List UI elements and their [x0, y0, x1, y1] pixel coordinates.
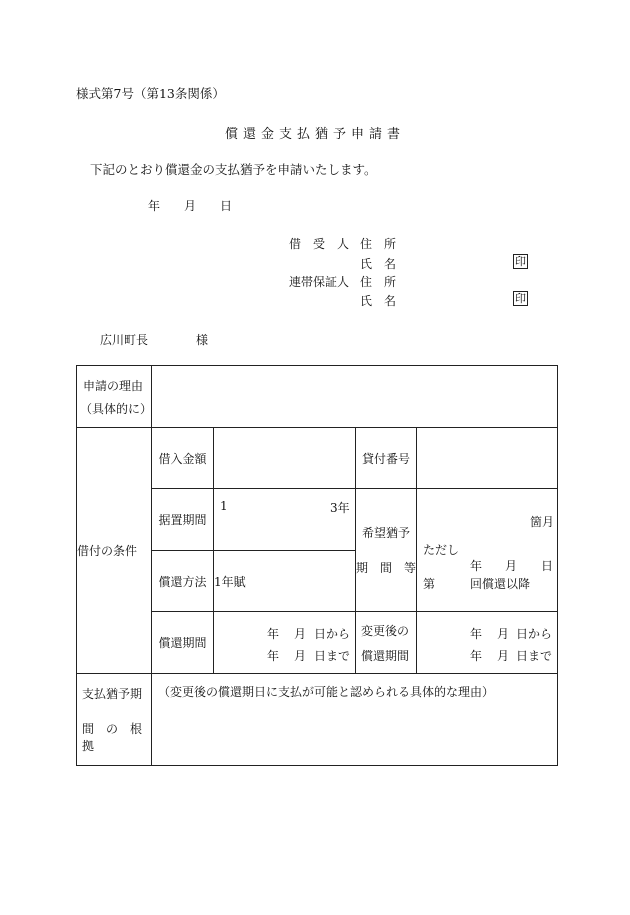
loan-amount-row [77, 428, 558, 489]
changed-until-year: 年 [470, 649, 483, 663]
grace-period-value-1: 1 [220, 499, 228, 513]
repayment-until-suffix: 日まで [314, 649, 351, 663]
repayment-from-month: 月 [294, 627, 307, 641]
reason-label-2: （具体的に） [80, 401, 153, 416]
loan-amount-input[interactable] [214, 428, 356, 489]
basis-input[interactable] [152, 674, 558, 766]
repayment-until-month: 月 [294, 649, 307, 663]
changed-period-label-2: 償還期間 [361, 648, 410, 663]
borrower-seal: 印 [515, 255, 526, 268]
changed-from-month: 月 [497, 627, 510, 641]
changed-from-year: 年 [470, 627, 483, 641]
dai-label: 第 [423, 577, 436, 591]
conditions-label: 借付の条件 [77, 428, 152, 674]
repayment-from-year: 年 [267, 627, 280, 641]
reason-input[interactable] [152, 366, 558, 428]
changed-until-month: 月 [497, 649, 510, 663]
reason-label-1: 申請の理由 [83, 378, 144, 393]
installment-after: 回償還以降 [470, 577, 531, 591]
changed-from-suffix: 日から [516, 627, 553, 641]
grace-period-value-2: 3年 [330, 501, 350, 515]
loan-amount-label: 借入金額 [152, 428, 214, 489]
desired-deferral-label-2: 期 間 等 [356, 561, 417, 575]
basis-row [77, 674, 558, 766]
date-month: 月 [184, 199, 197, 213]
reason-label-cell [77, 366, 152, 428]
repayment-method-label: 償還方法 [152, 551, 214, 612]
addressee-honorific: 様 [196, 333, 209, 347]
repayment-period-label: 償還期間 [152, 612, 214, 674]
repayment-from-suffix: 日から [314, 627, 351, 641]
repayment-period-value[interactable] [214, 612, 356, 674]
guarantor-name-label: 氏 名 [360, 294, 397, 308]
grace-period-value[interactable] [214, 489, 356, 551]
basis-label-1: 支払猶予期 [82, 687, 143, 701]
repayment-method-value[interactable]: 1年賦 [214, 551, 356, 612]
changed-period-value[interactable] [417, 612, 558, 674]
changed-period-label-1: 変更後の [361, 623, 410, 638]
guarantor-address-label: 住 所 [360, 275, 397, 289]
document-title: 償還金支払猶予申請書 [224, 127, 405, 142]
months-unit: 箇月 [530, 515, 555, 529]
deferral-year: 年 [470, 559, 483, 573]
basis-note: （変更後の償還期日に支払が可能と認められる具体的な理由） [158, 685, 495, 699]
borrower-label: 借 受 人 [289, 237, 350, 251]
changed-until-suffix: 日まで [516, 649, 553, 663]
basis-label [77, 674, 155, 766]
loan-number-input[interactable] [417, 428, 558, 489]
date-day: 日 [220, 199, 233, 213]
changed-period-label [356, 612, 417, 674]
borrower-name-label: 氏 名 [360, 257, 397, 271]
desired-deferral-label [356, 489, 417, 612]
application-form-table [76, 365, 558, 766]
reason-row [77, 366, 558, 428]
deferral-day: 日 [541, 559, 554, 573]
desired-deferral-label-1: 希望猶予 [361, 526, 410, 540]
repayment-until-year: 年 [267, 649, 280, 663]
however-label: ただし [423, 543, 460, 557]
deferral-month: 月 [505, 559, 518, 573]
guarantor-seal: 印 [515, 292, 526, 305]
loan-number-label: 貸付番号 [356, 428, 417, 489]
intro-sentence: 下記のとおり償還金の支払猶予を申請いたします。 [90, 162, 377, 177]
borrower-address-label: 住 所 [360, 237, 397, 251]
guarantor-label: 連帯保証人 [289, 275, 350, 289]
addressee-name: 広川町長 [100, 333, 149, 347]
date-year: 年 [148, 199, 161, 213]
grace-period-label: 据置期間 [152, 489, 214, 551]
desired-deferral-value[interactable] [417, 489, 558, 612]
basis-label-2: 間 の 根 拠 [82, 722, 155, 753]
form-number: 様式第7号（第13条関係） [76, 86, 225, 101]
